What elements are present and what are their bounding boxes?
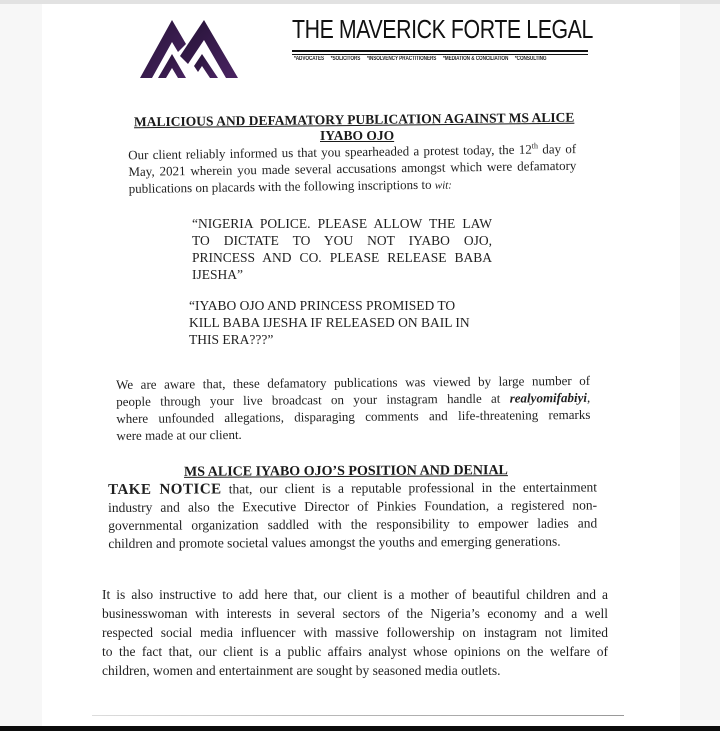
quote-line: KILL BABA IJESHA IF RELEASED ON BAIL IN <box>189 315 470 330</box>
paragraph-line: children, women and entertainment are sought by seasoned media outlets. <box>102 663 501 678</box>
quote-line: “IYABO OJO AND PRINCESS PROMISED TO <box>189 298 456 313</box>
italic-text: wit: <box>434 179 453 193</box>
paragraph-line: governmental organization saddled with the responsibility to empower ladies and <box>108 515 598 533</box>
footer-rule <box>92 715 624 716</box>
instagram-handle: realyomifabiyi <box>509 389 588 406</box>
placard-quote <box>192 215 492 283</box>
mf-mountain-logo-icon <box>138 16 240 80</box>
paragraph-line: respected social media influencer with massive followership on instagram not limited <box>102 625 608 640</box>
superscript: th <box>531 141 539 151</box>
bottom-edge <box>0 726 720 731</box>
paragraph-line: industry and also the Executive Director of Pinkies Foundation, a registered non- <box>108 497 598 515</box>
text-run: day of <box>537 141 577 157</box>
paragraph-line: children and promote societal values amongst the youths and emerging generations. <box>108 533 561 551</box>
service-item: *ADVOCATES <box>294 56 325 62</box>
page-margin-right <box>680 4 720 726</box>
take-notice-label: TAKE NOTICE <box>108 481 222 498</box>
quote-line: THIS ERA???” <box>189 332 274 347</box>
text-run: , <box>586 389 591 405</box>
text-run: publications on placards with the following inscriptions to <box>128 177 435 197</box>
service-item: *INSOLVENCY PRACTITIONERS <box>366 56 437 62</box>
service-item: *SOLICITORS <box>330 56 361 62</box>
letterhead-rule-thin <box>292 54 588 55</box>
section-heading: MALICIOUS AND DEFAMATORY PUBLICATION AGAINST MS ALICE <box>133 109 575 130</box>
letterhead-rule <box>292 50 588 52</box>
quote-line: IJESHA” <box>192 267 243 282</box>
intro-paragraph <box>128 137 577 200</box>
quote-line: TO DICTATE TO YOU NOT IYABO OJO, <box>192 233 492 248</box>
text-run: Our client reliably informed us that you spearheaded a protest today, the 12 <box>128 141 532 163</box>
profile-paragraph <box>102 585 608 680</box>
service-item: *CONSULTING <box>514 56 547 62</box>
paragraph-line: May, 2021 wherein you made several accusations amongst which were defamatory <box>128 158 577 180</box>
text-run: that, our client is a reputable professional in the entertainment <box>221 479 598 497</box>
services-list <box>294 56 547 62</box>
page-margin-left <box>0 4 42 726</box>
paragraph-line: businesswoman with interests in several sectors of the Nigeria’s economy and a well <box>102 606 608 621</box>
paragraph-line: We are aware that, these defamatory publications was viewed by large number of <box>116 372 591 392</box>
paragraph-line: to the fact that, our client is a public affairs analyst whose opinions on the welfare of <box>102 644 608 659</box>
service-item: *MEDIATION & CONCILIATION <box>443 56 509 62</box>
text-run: people through your live broadcast on your instagram handle at <box>116 390 510 409</box>
paragraph-line: where unfounded allegations, disparaging comments and life-threatening remarks <box>116 406 591 426</box>
paragraph-line: It is also instructive to add here that, our client is a mother of beautiful children and a <box>102 587 608 602</box>
placard-quote <box>189 297 479 348</box>
section-heading-cont: IYABO OJO <box>320 128 395 143</box>
quote-line: PRINCESS AND CO. PLEASE RELEASE BABA <box>192 250 492 265</box>
paragraph-line: were made at our client. <box>116 426 242 443</box>
quote-line: “NIGERIA POLICE. PLEASE ALLOW THE LAW <box>192 216 492 231</box>
firm-name: THE MAVERICK FORTE LEGAL <box>292 14 593 44</box>
broadcast-paragraph <box>116 372 591 444</box>
section-heading: MS ALICE IYABO OJO’S POSITION AND DENIAL <box>183 463 508 480</box>
take-notice-paragraph <box>108 478 597 553</box>
